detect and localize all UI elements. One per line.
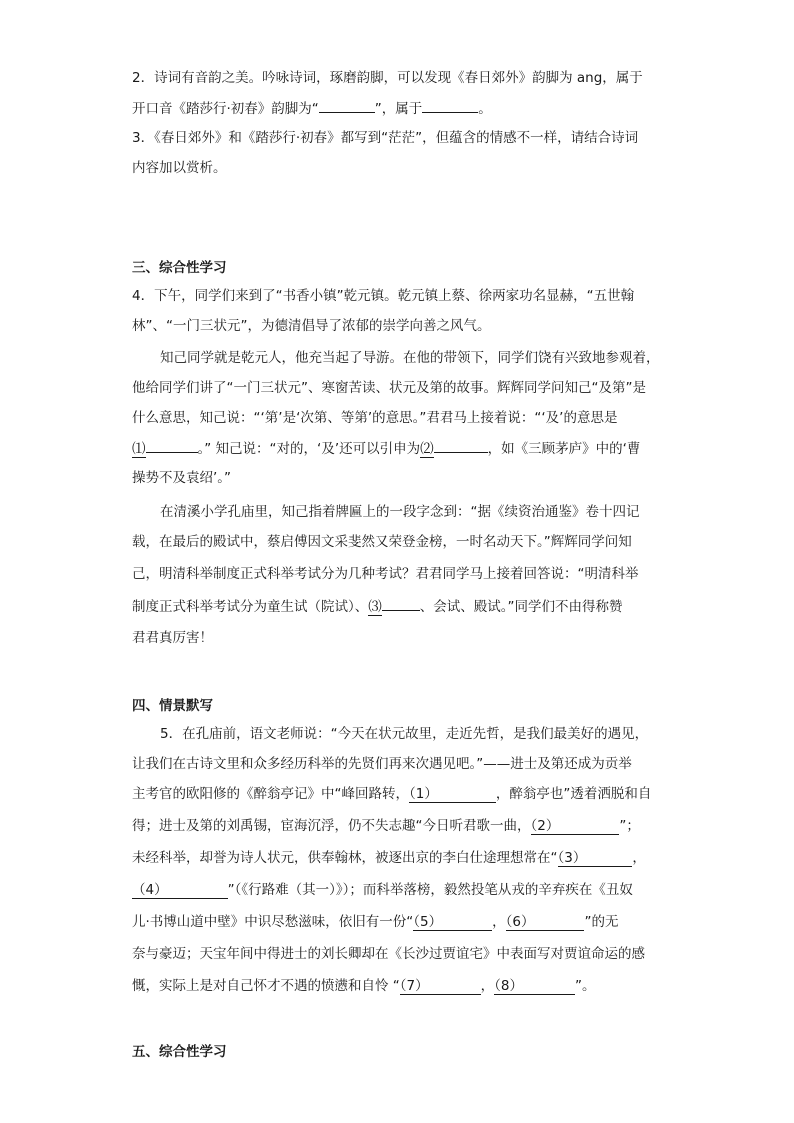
section-5-heading: 五、综合性学习 [132,1044,227,1060]
blank-label-7: （7） [399,978,429,994]
section-title-4 [132,696,213,716]
section-3-heading: 三、综合性学习 [132,260,227,276]
answer-blank-1[interactable] [146,438,198,453]
blank-label-3: （3） [557,850,587,866]
blank-marker-2: ⑵ [420,441,434,457]
q4-text-4: 他给同学们讲了“一门三状元”、寒窗苦读、状元及第的故事。辉辉同学问知己“及第”是 [132,380,646,396]
q4-text-6b: ，如《三顾茅庐》中的‘曹 [487,441,641,457]
answer-blank-q5-7[interactable] [400,978,481,995]
q5-line-5 [132,848,646,868]
q3-text-1: 3．《春日郊外》和《踏莎行·初春》都写到“茫茫”，但蕴含的情感不一样，请结合诗词 [132,130,639,146]
q5-text-8: 奈与豪迈；天宝年间中得进士的刘长卿却在《长沙过贾谊宅》中表面写对贾谊命运的感 [132,946,645,962]
q4-text-10: 己，明清科举制度正式科举考试分为几种考试？君君同学马上接着回答说：“明清科举 [132,566,639,582]
blank-marker-1: ⑴ [132,441,146,457]
q4-text-11b: 、会试、殿试。”同学们不由得称赞 [419,599,623,615]
section-title-5 [132,1042,227,1062]
q4-text-6a: 。” 知己说：“对的，‘及’还可以引申为 [197,441,421,457]
q2-text-1: 2．诗词有音韵之美。吟咏诗词，琢磨韵脚，可以发现《春日郊外》韵脚为 ang，属于 [132,70,643,86]
answer-blank-q5-2[interactable] [531,818,620,835]
q5-text-6b: ”（《行路难（其一）》）；而科举落榜，毅然投笔从戎的辛弃疾在《丑奴 [227,882,633,898]
q5-text-7: 儿·书博山道中壁》中识尽愁滋味，依旧有一份“ [132,914,414,930]
q4-text-8: 在清溪小学孔庙里，知己指着牌匾上的一段字念到：“据《续资治通鉴》卷十四记 [160,504,640,520]
q4-text-3: 知己同学就是乾元人，他充当起了导游。在他的带领下，同学们饶有兴致地参观着， [160,350,660,366]
q2-text-2b: ”，属于 [374,101,423,117]
q4-line-3 [160,348,660,368]
q4-line-4 [132,378,646,398]
q2-line-2 [132,98,492,119]
section-title-3 [132,258,227,278]
answer-blank-rhyme[interactable] [319,98,375,113]
blank-label-4: （4） [132,882,168,898]
q4-line-12 [132,628,213,648]
q5-separator-1: ， [492,914,506,930]
q5-text-1: 5．在孔庙前，语文老师说：“今天在状元故里，走近先哲，是我们最美好的遇见， [160,726,649,742]
blank-marker-3: ⑶ [368,599,382,615]
q3-text-2: 内容加以赏析。 [132,160,227,176]
q5-text-5a: 未经科举，却誉为诗人状元，供奉翰林，被逐出京的李白仕途理想常在“ [132,850,558,866]
q4-text-11a: 制度正式科举考试分为童生试（院试）、 [132,599,369,615]
q3-line-1 [132,128,638,148]
answer-blank-category[interactable] [422,98,478,113]
q5-separator-2: ， [480,978,495,994]
q4-line-7 [132,468,231,488]
blank-label-5: （5） [413,914,443,930]
section-4-heading: 四、情景默写 [132,698,213,714]
q5-line-2 [132,754,632,774]
q5-line-4 [132,816,640,836]
answer-blank-3[interactable] [382,596,420,611]
answer-blank-q5-4[interactable] [132,882,228,899]
q5-text-9a: 慨，实际上是对自己怀才不遇的愤懑和自怜 “ [132,978,400,994]
q5-text-3b: ，醉翁亭也”透着洒脱和自 [495,786,652,802]
q5-text-4a: 得；进士及第的刘禹锡，宦海沉浮，仍不失志趣“今日听君歌一曲， [132,818,531,834]
q4-text-1: 4．下午，同学们来到了“书香小镇”乾元镇。乾元镇上蔡、徐两家功名显赫，“五世翰 [132,288,635,304]
q4-line-2 [132,316,490,336]
q5-text-3a: 主考官的欧阳修的《醉翁亭记》中“峰回路转， [132,786,409,802]
answer-blank-q5-5[interactable] [413,914,492,931]
q5-text-7b: ”的无 [584,914,619,930]
q5-line-1 [160,724,648,744]
q4-line-10 [132,564,639,584]
q4-text-9: 载，在最后的殿试中，蔡启傅因文采斐然又荣登金榜，一时名动天下。”辉辉同学问知 [132,534,632,550]
q4-line-11 [132,596,623,617]
q4-line-9 [132,532,632,552]
q4-line-5 [132,408,617,428]
q4-line-6 [132,438,640,459]
q4-text-5: 什么意思，知己说：“‘第’是‘次第、等第’的意思。”君君马上接着说：“‘及’的意思是 [132,410,618,426]
blank-label-1: （1） [409,786,438,802]
blank-label-2: （2） [530,818,560,834]
answer-blank-q5-6[interactable] [506,914,585,931]
q5-line-7 [132,912,618,932]
q5-text-4b: ”； [619,818,640,834]
blank-label-8: （8） [494,978,523,994]
q5-text-9b: ”。 [574,978,596,994]
q5-line-8 [132,944,645,964]
q5-line-9 [132,976,595,996]
answer-blank-q5-1[interactable] [409,786,496,803]
q2-text-2a: 开口音《踏莎行·初春》韵脚为“ [132,101,319,117]
q5-text-5b: ， [632,850,646,866]
q5-line-3 [132,784,651,804]
q4-text-2: 林”、“一门三状元”，为德清倡导了浓郁的崇学向善之风气。 [132,318,491,334]
q2-line-1 [132,68,643,88]
q5-text-2: 让我们在古诗文里和众多经历科举的先贤们再来次遇见吧。”——进士及第还成为贡举 [132,756,632,772]
q4-line-1 [132,286,634,306]
q4-line-8 [160,502,640,522]
q2-text-2c: 。 [478,101,492,117]
q5-line-6 [132,880,633,900]
answer-blank-q5-3[interactable] [558,850,633,867]
answer-blank-q5-8[interactable] [494,978,575,995]
q3-line-2 [132,158,227,178]
answer-blank-2[interactable] [434,438,488,453]
q4-text-7: 操势不及袁绍’。” [132,470,232,486]
q4-text-12: 君君真厉害！ [132,630,213,646]
blank-label-6: （6） [505,914,535,930]
